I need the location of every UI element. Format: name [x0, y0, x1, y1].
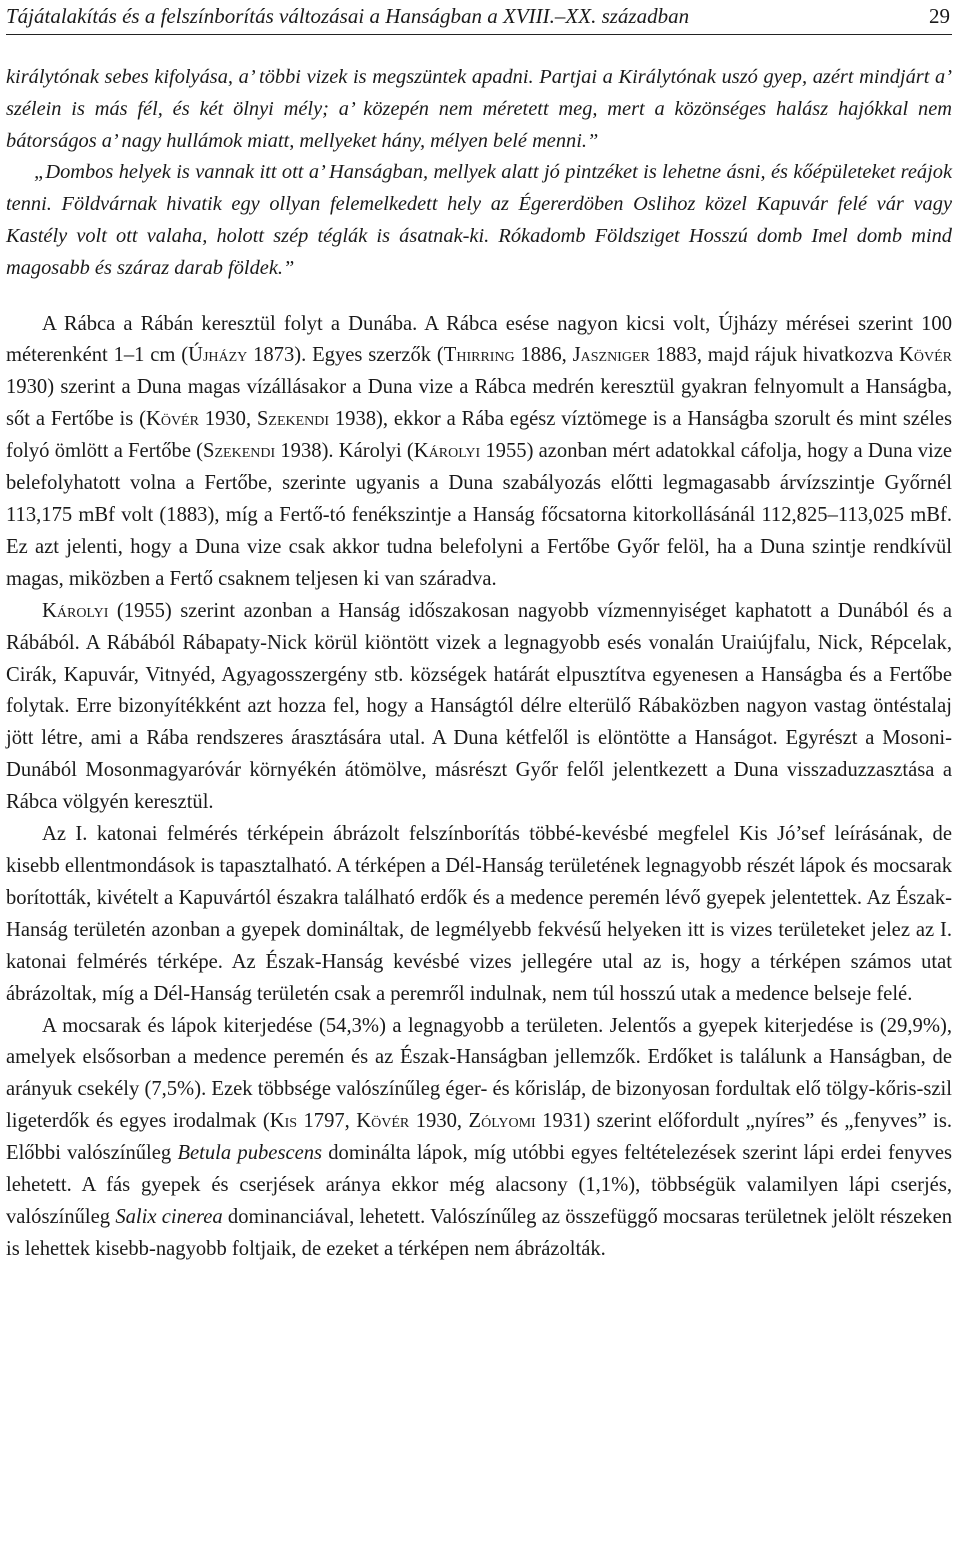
text-run: 1938), ekkor a Rába egész víztömege is a Hanságba szorult és mint széles folyó ömlött a Fertőbe (	[6, 408, 952, 463]
text-run: 1886,	[514, 344, 573, 367]
paragraph-gap	[6, 285, 952, 309]
text-run: dominálta lápok, míg utóbbi egyes feltételezések szerint lápi erdei fenyves lehetett. A fás gyepek és cserjések aránya ekkor még alacsony (1,1%), többségük valamilyen lápi cserjés, valószínűleg	[6, 1142, 953, 1228]
author-citation: Károlyi	[42, 599, 109, 622]
author-citation: Kövér	[356, 1110, 410, 1133]
quote-paragraph-2: „Dombos helyek is vannak itt ott a’ Hanságban, mellyek alatt jó pintzéket is lehetne ásni, és kőépületeket reájok tenni. Földvárnak hivatik egy ollyan felemelkedett hely az Égererdöben Oslihoz közel Kapuvár felé vár vagy Kastély volt ott valaha, holott szép téglák is ásatnak-ki. Rókadomb Földsziget Hosszú domb Imel domb mind magosabb és száraz darab földek.”	[6, 161, 952, 279]
text-run: A Rábca a Rábán keresztül folyt a Dunába. A Rábca esése nagyon kicsi volt, Újházy mérései szerint 100 méterenként 1–1 cm (	[6, 312, 952, 367]
text-run: 1797,	[297, 1110, 357, 1133]
text-run: 1931) szerint előfordult „nyíres” és „fenyves” is. Előbbi valószínűleg	[6, 1110, 952, 1165]
text-run: 1938). Károlyi (	[275, 440, 414, 463]
author-citation: Károlyi	[413, 440, 481, 463]
paragraph-katonai-felmeres: Az I. katonai felmérés térképein ábrázolt felszínborítás többé-kevésbé megfelel Kis Jó’sef leírásának, de kisebb ellentmondások is tapasztalható. A térképen a Dél-Hanság területének legnagyobb részét lápok és mocsarak borították, kivételt a Kapuvártól északra található erdők és a medence peremén lévő gyepek jelentettek. Az Észak-Hanság területén azonban a gyepek domináltak, de legmélyebb fekvésű helyeken itt is vizes területeket jelez az I. katonai felmérés térképe. Az Észak-Hanság kevésbé vizes jellegére utal az is, hogy a térképen számos utat ábrázoltak, míg a Dél-Hanság területén csak a peremről indulnak, nem túl hosszú utak a medence belseje felé.	[6, 823, 952, 1005]
text-run: (1955) szerint azonban a Hanság időszakosan nagyobb vízmennyiséget kaphatott a Dunából és a Rábából. A Rábából Rábapaty-Nick körül kiöntött vizek a legnagyobb esés vonalán Uraiújfalu, Nick, Répcelak, Cirák, Kapuvár, Vitnyéd, Agyagosszergény stb. községek határát elpusztítva egyenesen a Hanságba és a Fertőbe folytak. Erre bizonyítékként azt hozza fel, hogy a Hanságtól délre elterülő Rábaközben nagyon vastag öntéstalaj jött létre, ami a Rába rendszeres árasztására utal. A Duna kétfelől is elöntötte a Hanságot. Egyrészt a Mosoni-Dunából Mosonmagyaróvár környékén átömölve, másrészt Győr felől jelentkezett a Duna visszaduzzasztása a Rábca völgyén keresztül.	[6, 599, 952, 814]
author-citation: Újházy	[188, 344, 248, 367]
text-run: 1883, majd rájuk hivatkozva	[649, 344, 900, 367]
body-text	[6, 62, 952, 1266]
running-header	[6, 0, 952, 35]
author-citation: Kövér	[899, 344, 952, 367]
paragraph-karolyi	[6, 596, 952, 819]
author-citation: Jaszniger	[572, 344, 650, 367]
text-run: dominanciával, lehetett. Valószínűleg az összefüggő mocsaras területnek jelölt részeken is lehettek kisebb-nagyobb foltjaik, de ezeket a térképen nem ábrázolták.	[6, 1205, 953, 1260]
text-run: 1930) szerint a Duna magas vízállásakor a Duna vize a Rábca medrén keresztül gyakran felnyomult a Hanságba, sőt a Fertőbe is (	[6, 376, 952, 431]
species-name: Salix cinerea	[115, 1205, 223, 1228]
author-citation: Kövér	[145, 408, 199, 431]
author-citation: Zólyomi	[468, 1110, 536, 1133]
text-run: 1930,	[198, 408, 257, 431]
author-citation: Szekendi	[203, 440, 276, 463]
running-header-title: Tájátalakítás és a felszínborítás változásai a Hanságban a XVIII.–XX. században	[6, 4, 690, 28]
text-run: 1955) azonban mért adatokkal cáfolja, hogy a Duna vize belefolyhatott volna a Fertőbe, szerinte ugyanis a Duna szabályozás előtti legmagasabb árvízszintje Győrnél 113,175 mBf volt (1883), míg a Fertő-tó fenékszintje a Hanság főcsatorna kitorkollásánál 112,825–113,025 mBf. Ez azt jelenti, hogy a Duna vize csak akkor tudna belefolyni a Fertőbe Győr felöl, ha a Duna szintje rendkívül magas, miközben a Fertő csaknem teljesen ki van száradva.	[6, 440, 953, 590]
page-number: 29	[929, 4, 950, 28]
species-name: Betula pubescens	[177, 1142, 323, 1165]
paragraph-rabca	[6, 309, 952, 596]
author-citation: Kis	[269, 1110, 298, 1133]
text-run: 1930,	[409, 1110, 469, 1133]
paragraph-mocsarak	[6, 1011, 952, 1266]
author-citation: Thirring	[443, 344, 515, 367]
author-citation: Szekendi	[256, 408, 330, 431]
quote-paragraph-1: királytónak sebes kifolyása, a’ többi vizek is megszüntek apadni. Partjai a Királytónak uszó gyep, azért mindjárt a’ szélein is más fél, és két ölnyi mély; a’ közepén nem méretett meg, mert a közönséges halász hajókkal nem bátorságos a’ nagy hullámok miatt, mellyeket hány, mélyen belé menni.”	[6, 66, 952, 152]
text-run: A mocsarak és lápok kiterjedése (54,3%) a legnagyobb a területen. Jelentős a gyepek kiterjedése is (29,9%), amelyek elsősorban a medence peremén és az Észak-Hanságban jellemzők. Erdőket is találunk a Hanságban, de arányuk csekély (7,5%). Ezek többsége valószínűleg éger- és kőrisláp, de bizonyosan fordultak elő tölgy-kőris-szil ligeterdők és egyes irodalmak (	[6, 1014, 952, 1133]
text-run: 1873). Egyes szerzők (	[247, 344, 444, 367]
